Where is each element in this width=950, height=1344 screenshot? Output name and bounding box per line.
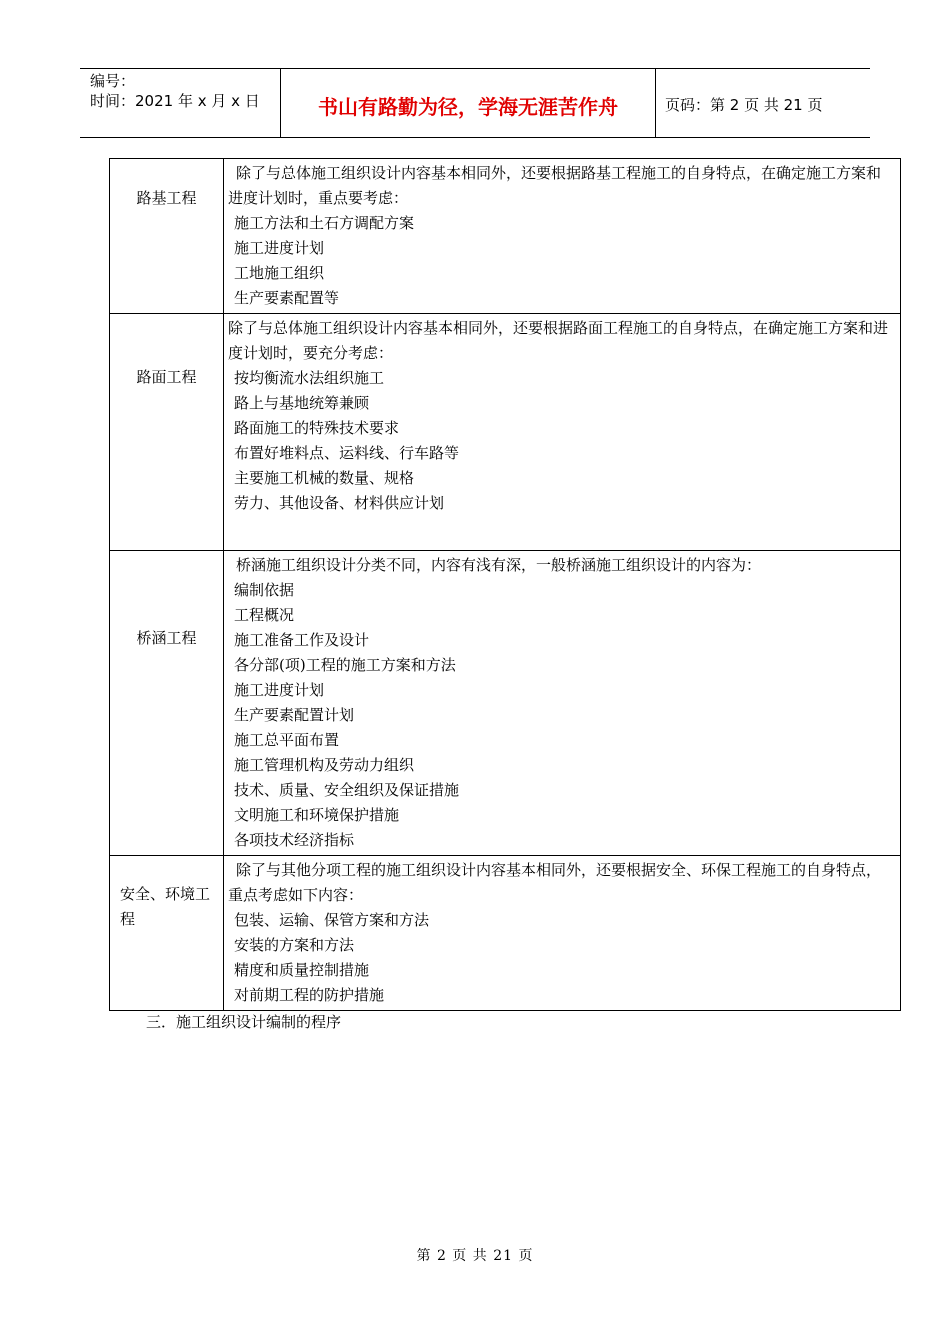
content-cell bbox=[224, 159, 901, 314]
table-row bbox=[110, 551, 901, 856]
list-item: 施工总平面布置 bbox=[234, 731, 340, 749]
header-meta bbox=[90, 71, 260, 111]
list-item: 安装的方案和方法 bbox=[234, 936, 355, 954]
content-cell bbox=[224, 314, 901, 551]
list-item: 施工进度计划 bbox=[234, 239, 325, 257]
category-label: 安全、环境工程 bbox=[120, 885, 211, 928]
list-item: 文明施工和环境保护措施 bbox=[234, 806, 400, 824]
row-intro: 除了与总体施工组织设计内容基本相同外，还要根据路面工程施工的自身特点，在确定施工方案和进度计划时，要充分考虑： bbox=[228, 319, 889, 362]
list-item: 路上与基地统筹兼顾 bbox=[234, 394, 370, 412]
category-cell bbox=[110, 856, 224, 1011]
list-item: 布置好堆料点、运料线、行车路等 bbox=[234, 444, 460, 462]
time-label: 时间：2021 年 x 月 x 日 bbox=[90, 92, 260, 110]
list-item: 按均衡流水法组织施工 bbox=[234, 369, 385, 387]
list-item: 施工方法和土石方调配方案 bbox=[234, 214, 415, 232]
list-item: 生产要素配置计划 bbox=[234, 706, 355, 724]
header-motto: 书山有路勤为径，学海无涯苦作舟 bbox=[318, 95, 618, 119]
table-row bbox=[110, 159, 901, 314]
header-page-info: 页码：第 2 页 共 21 页 bbox=[665, 96, 823, 114]
section-heading: 三．施工组织设计编制的程序 bbox=[146, 1013, 342, 1031]
list-item: 精度和质量控制措施 bbox=[234, 961, 370, 979]
page-footer: 第 2 页 共 21 页 bbox=[416, 1248, 534, 1264]
list-item: 主要施工机械的数量、规格 bbox=[234, 469, 415, 487]
category-label: 路基工程 bbox=[136, 189, 197, 207]
list-item: 技术、质量、安全组织及保证措施 bbox=[234, 781, 460, 799]
content-cell bbox=[224, 551, 901, 856]
list-item: 劳力、其他设备、材料供应计划 bbox=[234, 494, 445, 512]
category-cell bbox=[110, 314, 224, 551]
list-item: 编制依据 bbox=[234, 581, 295, 599]
list-item: 路面施工的特殊技术要求 bbox=[234, 419, 400, 437]
row-intro: 桥涵施工组织设计分类不同，内容有浅有深，一般桥涵施工组织设计的内容为： bbox=[236, 556, 762, 574]
category-label: 路面工程 bbox=[136, 368, 197, 386]
row-intro: 除了与其他分项工程的施工组织设计内容基本相同外，还要根据安全、环保工程施工的自身特点，重点考虑如下内容： bbox=[228, 861, 882, 904]
content-cell bbox=[224, 856, 901, 1011]
header-divider bbox=[655, 69, 656, 137]
list-item: 工程概况 bbox=[234, 606, 295, 624]
table-row bbox=[110, 314, 901, 551]
list-item: 对前期工程的防护措施 bbox=[234, 986, 385, 1004]
list-item: 施工准备工作及设计 bbox=[234, 631, 370, 649]
serial-label: 编号： bbox=[90, 72, 136, 90]
content-table bbox=[109, 158, 901, 1011]
category-cell bbox=[110, 551, 224, 856]
list-item: 各项技术经济指标 bbox=[234, 831, 355, 849]
category-cell bbox=[110, 159, 224, 314]
list-item: 施工管理机构及劳动力组织 bbox=[234, 756, 415, 774]
list-item: 各分部(项)工程的施工方案和方法 bbox=[234, 656, 456, 674]
page-header bbox=[80, 68, 870, 138]
list-item: 生产要素配置等 bbox=[234, 289, 340, 307]
list-item: 施工进度计划 bbox=[234, 681, 325, 699]
row-intro: 除了与总体施工组织设计内容基本相同外，还要根据路基工程施工的自身特点，在确定施工方案和进度计划时，重点要考虑： bbox=[228, 164, 882, 207]
table-row bbox=[110, 856, 901, 1011]
list-item: 包装、运输、保管方案和方法 bbox=[234, 911, 430, 929]
category-label: 桥涵工程 bbox=[136, 629, 197, 647]
list-item: 工地施工组织 bbox=[234, 264, 325, 282]
